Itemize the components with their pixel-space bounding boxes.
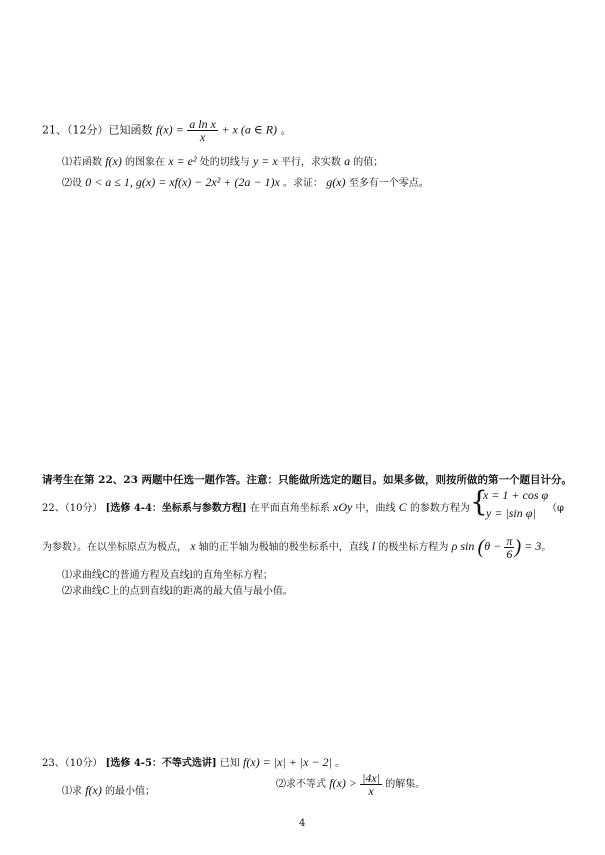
q22-l2-text-c: 轴的正半轴为极轴的极坐标系中，直线 [198,542,369,553]
q21-p2-text-a: ⑵设 [62,178,82,189]
q22-param-eq-x: x = 1 + cos φ [483,488,549,502]
q23-frac-numerator: |4x| [362,771,381,785]
q22-polar-theta: θ − [484,539,502,553]
q21-p1-text-i: 的值； [353,157,384,168]
q21-p1-text-c: 的图象在 [125,157,166,168]
q21-fx-lhs: f(x) = [156,122,184,137]
q22-polar-eq3: = 3 [524,539,542,553]
q21-end: 。 [280,123,292,137]
q21-stem [42,118,292,143]
q21-p1-fx: f(x) [105,154,122,168]
q21-part2 [62,174,429,190]
q23-p2-fx: f(x) > [329,776,357,790]
q23-text-1: 已知 [219,758,240,769]
q21-prefix: 21、（12分）已知函数 [42,123,153,137]
q22-l2-text-e: 的极坐标方程为 [378,542,449,553]
q21-fraction [187,118,218,143]
left-brace-icon: { [470,485,488,518]
q22-part2: ⑵求曲线C上的点到直线l的距离的最大值与最小值。 [62,586,293,597]
q21-p1-a: a [344,154,351,168]
q21-p2-text-e: 至多有一个零点。 [348,178,429,189]
q21-frac-numerator: a ln x [189,117,216,131]
q23-tag: [选修 4-5：不等式选讲] [105,758,217,769]
q22-xoy: xOy [333,500,353,514]
q21-p1-yx: y = x [252,154,278,168]
q21-p1-text-e: 处的切线与 [199,157,250,168]
q21-p2-text-c: 。求证： [283,178,323,189]
q23-stem [42,754,345,770]
q22-curve-c: C [398,500,407,514]
q23-p2-text-c: 的解集。 [385,779,426,790]
q22-param-eq-y: y = |sin φ| [486,506,536,520]
q21-p2-gx-def: 0 < a ≤ 1, g(x) = xf(x) − 2x² + (2a − 1)x [85,175,280,189]
q21-p1-text-g: 平行，求实数 [280,157,341,168]
q23-part2 [276,772,425,797]
q22-part1: ⑴求曲线C的普通方程及直线l的直角坐标方程； [62,570,273,581]
paren-open-icon: ( [477,536,485,558]
q22-pi: π [506,534,513,548]
q23-p1-text-c: 的最小值； [105,786,156,797]
paren-close-icon: ) [514,536,522,558]
q22-phi-note: （φ [547,503,565,514]
q23-p1-text-a: ⑴求 [62,786,82,797]
q22-text-3: 中，曲线 [355,503,396,514]
q23-fx-def: f(x) = |x| + |x − 2| [243,755,332,769]
q22-l2-x: x [190,539,196,553]
q21-p2-gx: g(x) [326,175,346,189]
page-number: 4 [299,818,306,829]
q21-frac-denominator: x [199,130,206,144]
q23-end: 。 [335,758,346,769]
selection-instruction: 请考生在第 22、23 两题中任选一题作答。注意：只能做所选定的题目。如果多做，则按所做的第一个题目计分。 [42,474,573,486]
q22-stem-line2 [42,535,551,560]
q21-fx-rhs: + x (a ∈ R) [221,122,278,137]
q23-p2-text-a: ⑵求不等式 [276,779,326,790]
q22-stem-line1 [42,499,470,515]
q22-l2-l: l [371,539,376,553]
q23-part1 [62,782,155,798]
q22-prefix: 22、（10分） [42,503,103,514]
q23-fraction [360,772,382,797]
q22-six: 6 [506,547,513,561]
q22-tag: [选修 4-4：坐标系与参数方程] [105,503,247,514]
q21-p1-xe2: x = e² [168,154,197,168]
q23-frac-denominator: x [368,784,374,798]
q21-p1-text-a: ⑴若函数 [62,157,102,168]
q22-pi-over-6 [504,535,514,560]
q21-part1 [62,153,383,169]
q22-text-1: 在平面直角坐标系 [249,503,330,514]
q23-p1-fx: f(x) [85,783,102,797]
q22-polar-rho-sin: ρ sin [451,539,475,553]
q23-prefix: 23、（10分） [42,758,103,769]
q22-l2-text-a: 为参数）。在以坐标原点为极点， [42,542,187,553]
q22-text-5: 的参数方程为 [409,503,470,514]
q22-l2-end: 。 [541,542,552,553]
